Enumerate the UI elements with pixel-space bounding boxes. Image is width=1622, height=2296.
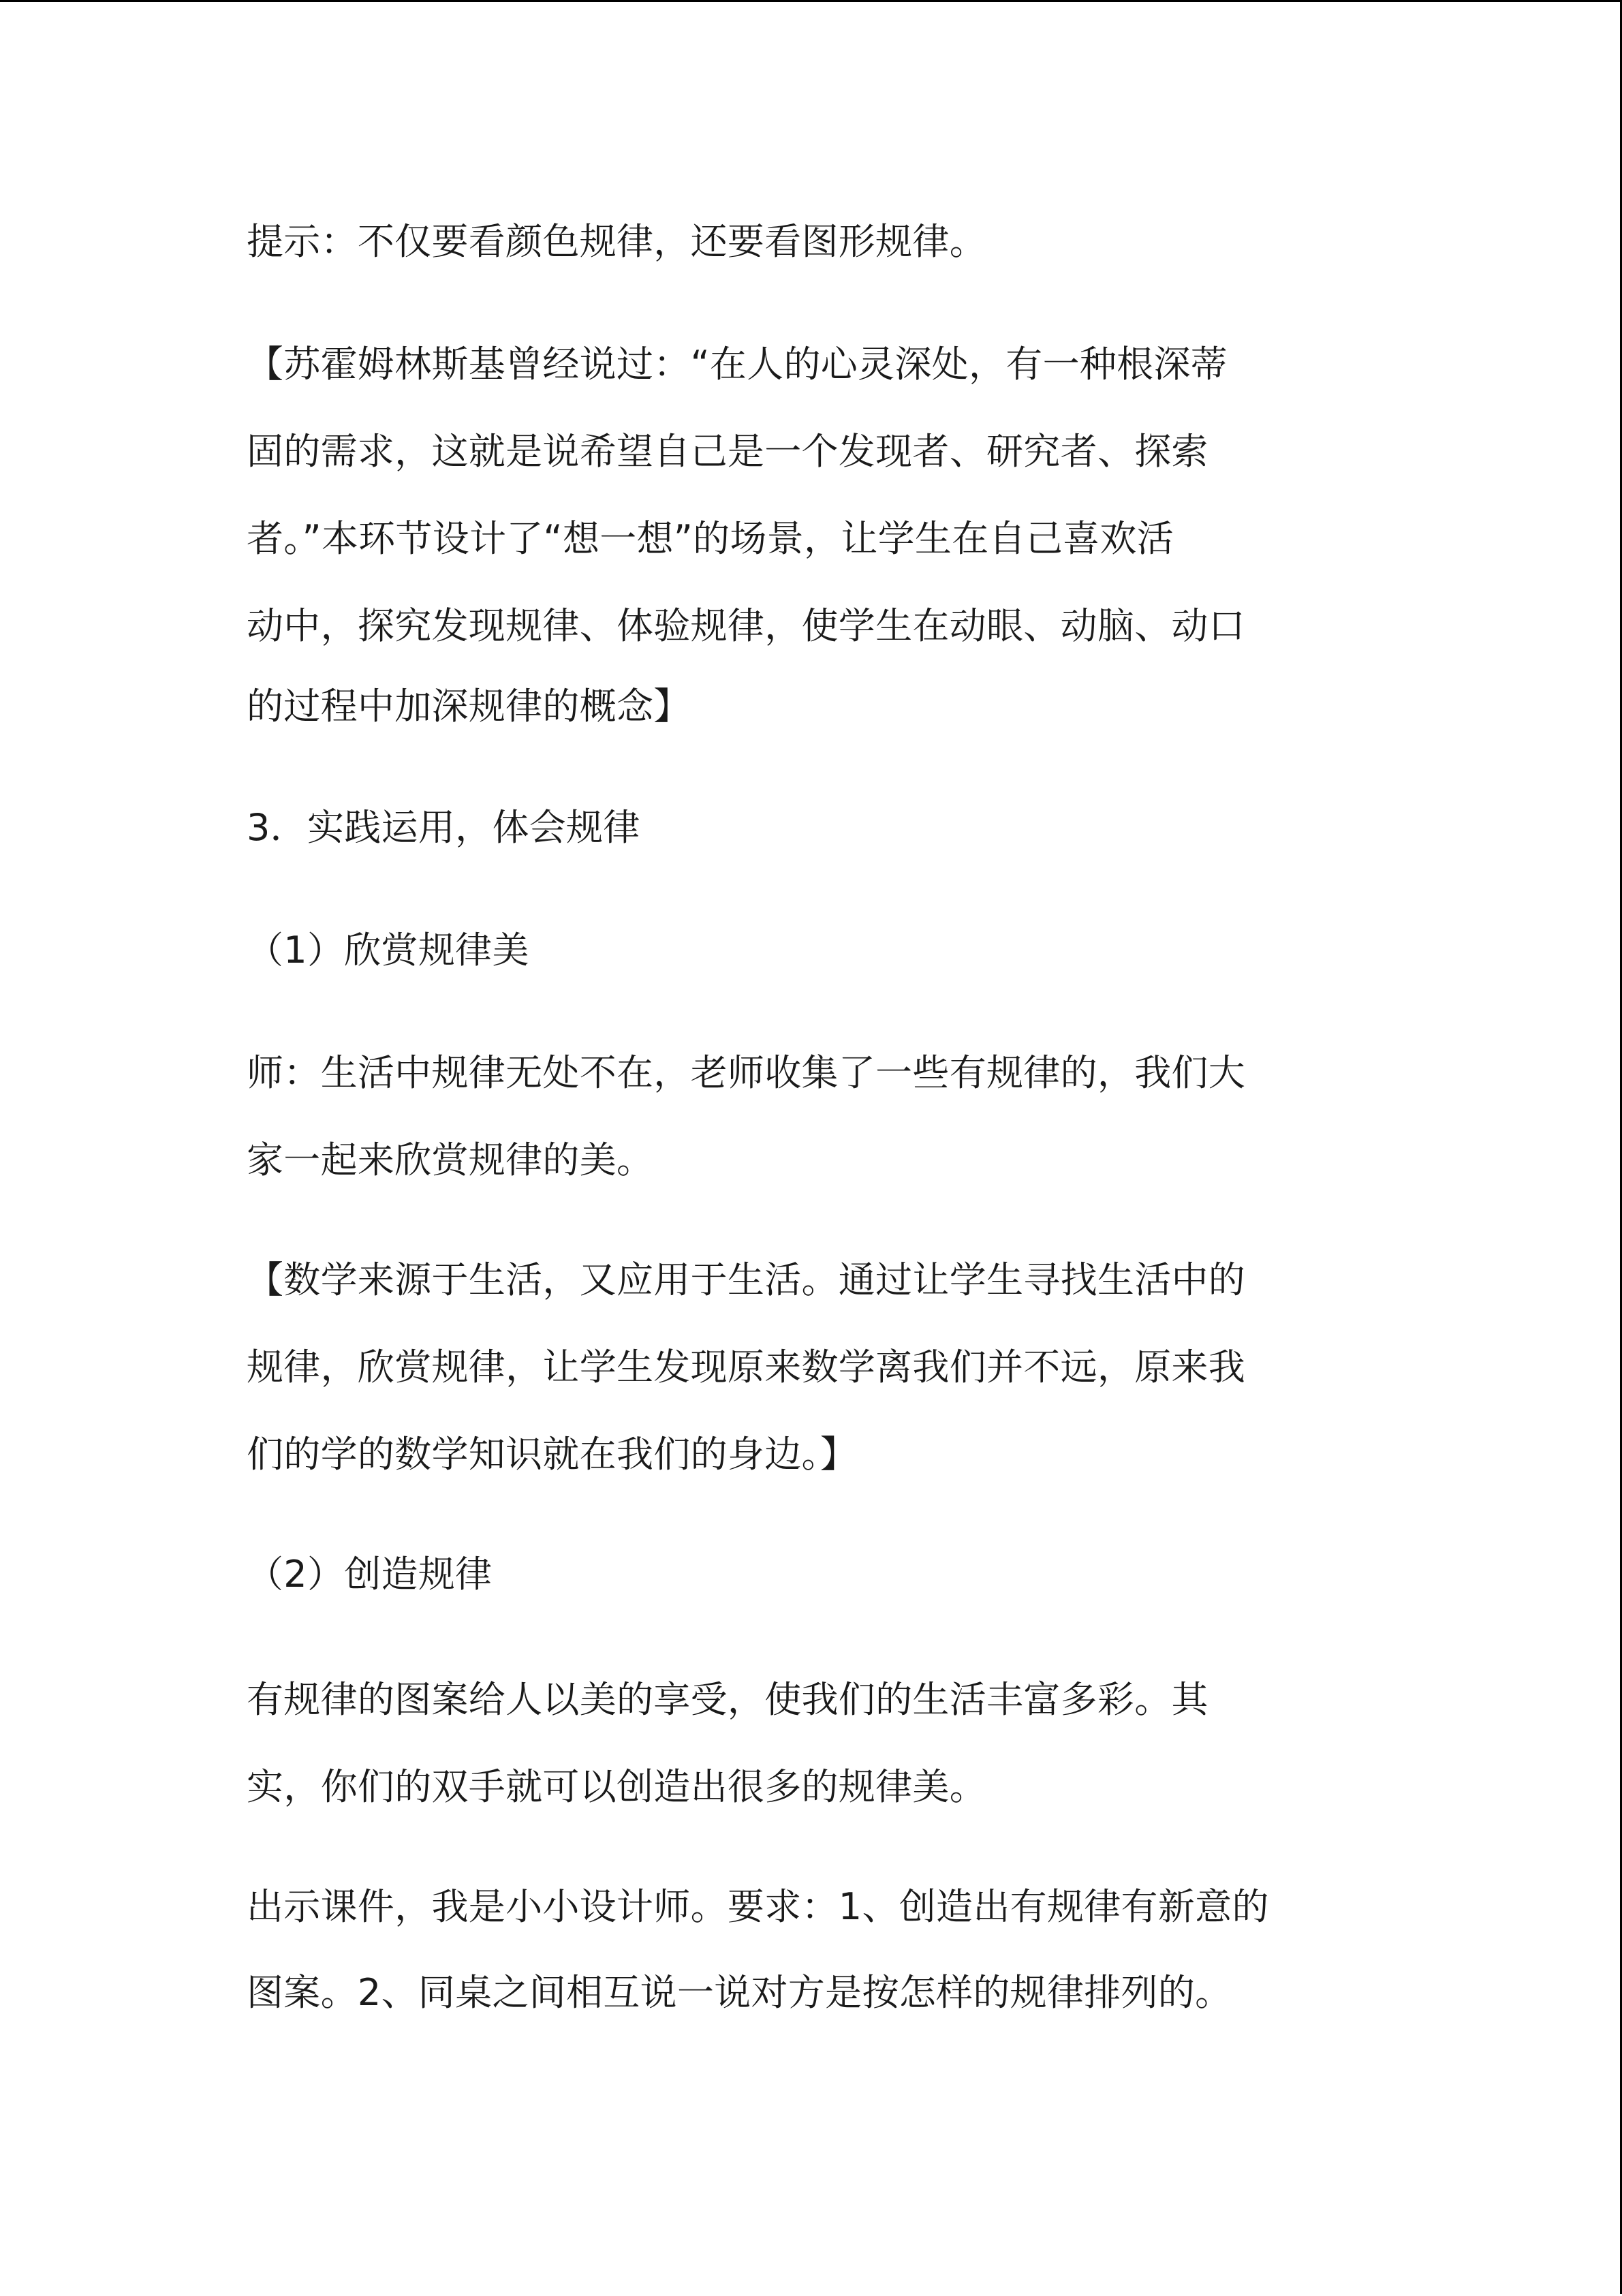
task-line-2: 图案。2、同桌之间相互说一说对方是按怎样的规律排列的。 bbox=[247, 1971, 1232, 2014]
subsection-heading-1: （1）欣赏规律美 bbox=[247, 929, 529, 972]
commentary-line-5: 的过程中加深规律的概念】 bbox=[247, 685, 691, 728]
note-line-3: 们的学的数学知识就在我们的身边。】 bbox=[247, 1433, 858, 1476]
section-heading: 3．实践运用，体会规律 bbox=[247, 806, 640, 849]
commentary-line-3: 者。”本环节设计了“想一想”的场景，让学生在自己喜欢活 bbox=[247, 517, 1174, 560]
teacher-line-2: 家一起来欣赏规律的美。 bbox=[247, 1138, 654, 1181]
hint-paragraph: 提示：不仅要看颜色规律，还要看图形规律。 bbox=[247, 220, 986, 263]
subsection-heading-2: （2）创造规律 bbox=[247, 1553, 493, 1596]
teacher-line-1: 师：生活中规律无处不在，老师收集了一些有规律的，我们大 bbox=[247, 1051, 1246, 1094]
commentary-line-1: 【苏霍姆林斯基曾经说过：“在人的心灵深处，有一种根深蒂 bbox=[247, 343, 1228, 386]
commentary-line-2: 固的需求，这就是说希望自己是一个发现者、研究者、探索 bbox=[247, 430, 1208, 473]
create-line-1: 有规律的图案给人以美的享受，使我们的生活丰富多彩。其 bbox=[247, 1678, 1208, 1721]
task-line-1: 出示课件，我是小小设计师。要求：1、创造出有规律有新意的 bbox=[247, 1885, 1269, 1928]
note-line-1: 【数学来源于生活，又应用于生活。通过让学生寻找生活中的 bbox=[247, 1258, 1246, 1301]
create-line-2: 实，你们的双手就可以创造出很多的规律美。 bbox=[247, 1765, 986, 1808]
note-line-2: 规律，欣赏规律，让学生发现原来数学离我们并不远，原来我 bbox=[247, 1346, 1246, 1389]
document-page bbox=[0, 2, 1622, 2296]
commentary-line-4: 动中，探究发现规律、体验规律，使学生在动眼、动脑、动口 bbox=[247, 604, 1246, 647]
